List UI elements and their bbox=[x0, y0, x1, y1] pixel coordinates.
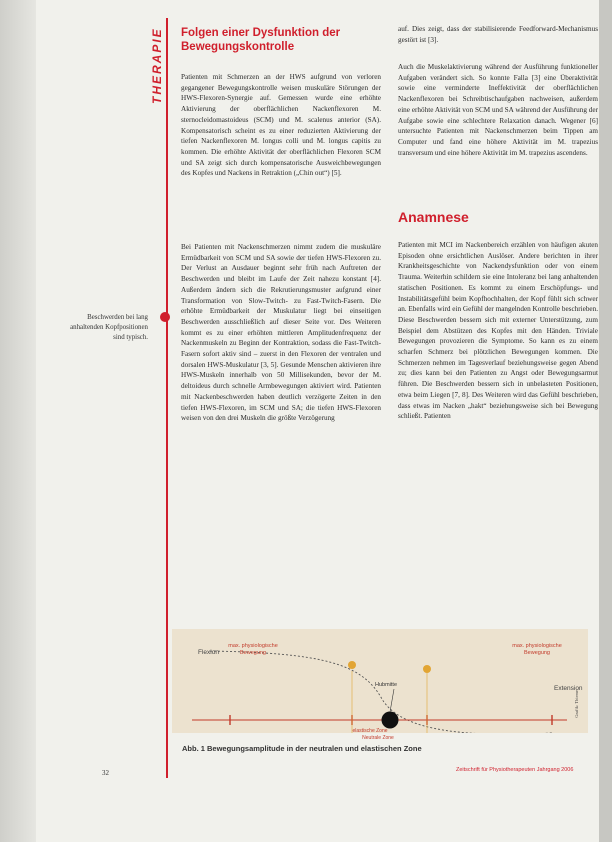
label-extension: Extension bbox=[554, 685, 583, 692]
paragraph: Patienten mit Schmerzen an der HWS aufgrund von verloren gegangener Bewegungskontrolle weisen muskuläre Störungen der HWS-Flexoren-Synergie auf. Gemessen wurde eine erhöhte Aktivierung der oberflächlichen Nackenflexoren M. sternocleidomastoideus (SCM) und M. scalenus anterior (SA). Kompensatorisch scheint es zu einer reduzierten Aktivierung der tiefen Nackenflexoren M. longus colli und M. longus capitis zu kommen. Die erhöhte Aktivität der oberflächlichen Flexoren SCM und SA zeigt sich durch kompensatorische Ausweichbewegungen des Kopfes und Nackens in Retraktion („Chin out“) [5]. bbox=[181, 73, 381, 178]
paragraph: Auch die Muskelaktivierung während der Ausführung funktioneller Aufgaben verändert sich. So konnte Falla [3] eine Überaktivität sowie eine verminderte Ineffektivität der oberflächlichen Nackenflexoren bei Schreibtischaufgaben nachweisen, außerdem eine erhöhte Aktivität von SCM und SA während der Ausführung der Aufgabe sowie eine schlechtere Relaxation danach. Wegener [6] untersuchte Patienten mit Nackenschmerzen beim Tippen am Computer und fand eine höhere Aktivität im M. trapezius transversum und eine höhere Aktivität im M. trapezius ascendens. bbox=[398, 63, 598, 157]
body-column-2-paragraph-2 bbox=[398, 240, 598, 422]
margin-note: Beschwerden bei lang anhaltenden Kopfpositionen sind typisch. bbox=[70, 314, 148, 341]
paragraph: Patienten mit MCI im Nackenbereich erzählen von häufigen akuten Episoden ohne ersichtlichen Auslöser. Andere berichten in ihrer Krankheitsgeschichte von Nackendysfunktion oder von einem Trauma. Weiterhin schildern sie eine Intoleranz bei lang anhaltenden statischen Positionen. Es kommt zu einem Erschöpfungs- und Instabilitätsgefühl beim Kopfhochhalten, der Kopf fühlt sich schwer an. Ebenfalls wird ein Gefühl der mangelnden Kontrolle beschrieben. Diese Beschwerden bessern sich mit externer Unterstützung, zum Beispiel dem Abstützen des Kopfes mit den Händen. Triviale Bewegungen provozieren die Symptome. So kann es zu einem scharfen Schmerz bei plötzlichen Bewegungen kommen. Die Schmerzen nehmen im Tagesverlauf beziehungsweise gegen Abend zu; dies kann bei den Patienten zu Angst oder Bewegungsarmut führen. Die Beschwerden bessern sich in unbelasteten Positionen, etwa beim Liegen [7, 8]. Des Weiteren wird das Gefühl beschrieben, dass etwas im Nacken „hakt“ beziehungsweise sich bei Bewegung schließt. Patienten bbox=[398, 241, 598, 421]
section-tag: THERAPIE bbox=[150, 27, 164, 104]
margin-note-marker bbox=[160, 312, 170, 322]
label-neutral-zone: Neutrale Zone bbox=[362, 735, 394, 741]
heading-bewegungskontrolle: Folgen einer Dysfunktion der Bewegungskontrolle bbox=[181, 27, 341, 53]
hubmitte-leader bbox=[390, 689, 394, 712]
label-flexion: Flexion bbox=[198, 649, 219, 656]
figure-credit: Grafik: Thieme bbox=[574, 690, 579, 718]
figure-caption: Abb. 1 Bewegungsamplitude in der neutralen und elastischen Zone bbox=[182, 744, 422, 753]
body-column-1-paragraph-1 bbox=[181, 72, 381, 179]
page-edge bbox=[599, 0, 612, 842]
heading-anamnese: Anamnese bbox=[398, 209, 469, 225]
paragraph: Bei Patienten mit Nackenschmerzen nimmt zudem die muskuläre Ermüdbarkeit von SCM und SA sowie der tiefen HWS-Flexoren zu. Der Verlust an Ausdauer beginnt sehr früh nach Auftreten der Beschwerden und bleibt im Laufe der Zeit nahezu konstant [4]. Außerdem ändern sich die Rekrutierungsmuster aufgrund einer Transformation von Slow-Twitch- zu Fast-Twitch-Fasern. Die erhöhte Ermüdbarkeit der Muskulatur liegt bei einseitigen Beschwerden ausschließlich auf dieser Seite vor. Des Weiteren kommt es zu einer erhöhten mittleren Amplitudenfrequenz der Nackenmuskeln zu Beginn der Kontraktion, sodass die Fast-Twitch-Fasern sofort aktiv sind – zuerst in den Flexoren der ventralen und dorsalen HWS-Muskulatur [3, 5]. Gesunde Menschen aktivieren ihre HWS-Muskeln innerhalb von 50 Millisekunden, bevor der M. deltoideus durch schnelle Armbewegungen aktiviert wird. Patienten mit Nackenbeschwerden haben deutlich verzögerte Zeiten in den tiefen HWS-Flexoren, im SCM und SA; die tiefen HWS-Flexoren weisen von den drei Muskeln die größte Verzögerung bbox=[181, 243, 381, 423]
label-max-left: max. physiologische Bewegung bbox=[228, 643, 278, 656]
point-hubmitte bbox=[382, 712, 399, 729]
section-rule bbox=[166, 18, 168, 778]
label-max-right: max. physiologische Bewegung bbox=[512, 643, 562, 656]
point-max-left bbox=[348, 661, 356, 669]
page-gutter bbox=[0, 0, 36, 842]
point-max-right bbox=[423, 665, 431, 673]
page-number: 32 bbox=[102, 769, 109, 777]
body-column-2-paragraph-0 bbox=[398, 24, 598, 45]
curve-flexion-extension bbox=[210, 651, 552, 733]
journal-footer: Zeitschrift für Physiotherapeuten Jahrgang 2006 bbox=[456, 767, 574, 773]
figure-bewegungsamplitude bbox=[172, 629, 588, 733]
body-column-1-paragraph-2 bbox=[181, 242, 381, 424]
label-elastic-zone: elastische Zone bbox=[352, 728, 388, 734]
paragraph: auf. Dies zeigt, dass der stabilisierende Feedforward-Mechanismus gestört ist [3]. bbox=[398, 25, 598, 44]
label-hubmitte: Hubmitte bbox=[375, 682, 398, 688]
body-column-2-paragraph-1 bbox=[398, 62, 598, 158]
